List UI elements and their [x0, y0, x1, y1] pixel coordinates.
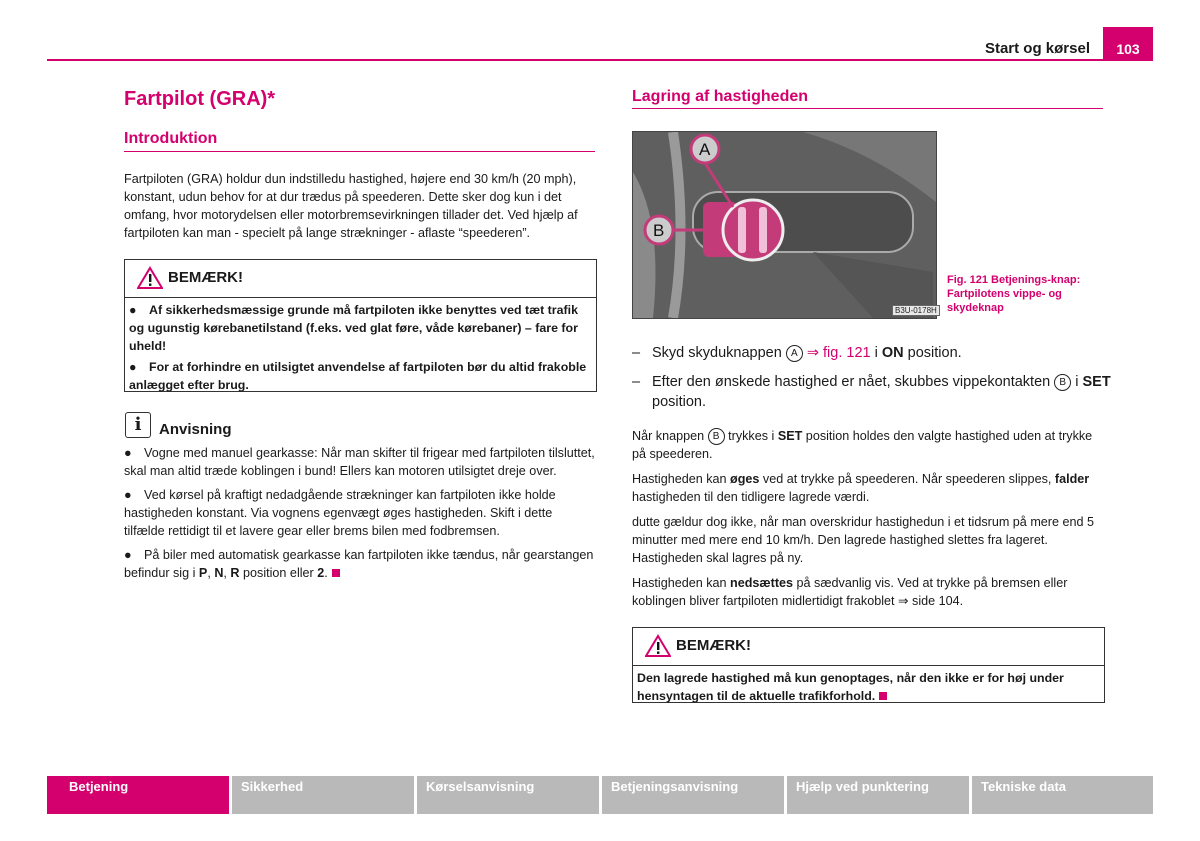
note-item: ● På biler med automatisk gearkasse kan fartpiloten ikke tændus, når gearstangen befindur sig i P, N, R position eller 2.: [124, 548, 594, 580]
intro-paragraph: Fartpiloten (GRA) holdur dun indstilledu hastighed, højere end 30 km/h (20 mph), konstant, udun behov for at dur trædus på speederen. Dette sker dog kun i det omfang, hvor motorydelsen eller motorbremsevirkningen tillader det. Ved hjælp af fartpiloten kan man - specielt på lange strækninger - aflaste “speederen”.: [124, 172, 578, 240]
footer-tab-hjaelp-ved-punktering[interactable]: Hjælp ved punktering: [787, 776, 969, 814]
storage-body: [632, 427, 1104, 617]
section-rule: [632, 108, 1103, 109]
section-heading-storage: Lagring af hastigheden: [632, 88, 809, 105]
paragraph: Hastigheden kan øges ved at trykke på speederen. Når speederen slippes, falder hastigheden til den tidligere lagrede værdi.: [632, 472, 1090, 505]
figure-caption: Fig. 121 Betjenings-knap: Fartpilotens vippe- og skydeknap: [947, 274, 1081, 314]
figure-label-a: A: [699, 140, 711, 159]
footer-tab-tekniske-data[interactable]: Tekniske data: [972, 776, 1153, 814]
control-a-icon: A: [786, 345, 803, 362]
figure-cruise-control-lever: [632, 131, 937, 319]
info-icon: i: [125, 412, 151, 438]
warning-header: [633, 628, 1104, 666]
instruction-step: – Efter den ønskede hastighed er nået, skubbes vippekontakten B i SET position.: [632, 374, 1111, 410]
warning-body: [633, 666, 1104, 707]
note-item: ● Ved kørsel på kraftigt nedadgående strækninger kan fartpiloten ikke holde hastigheden konstant. Via vognens egenvægt øges hastigheden. Skift i dette tilfælde rettidigt til et lavere gear eller brems bilen med fodbremsen.: [124, 488, 556, 538]
warning-title: BEMÆRK!: [168, 269, 243, 286]
bullet-icon: ●: [124, 548, 132, 562]
figure-label-b: B: [653, 221, 665, 240]
footer-tab-betjening[interactable]: Betjening: [47, 776, 229, 814]
footer-tab-betjeningsanvisning[interactable]: Betjeningsanvisning: [602, 776, 784, 814]
note-heading: Anvisning: [159, 421, 232, 438]
paragraph: Hastigheden kan nedsættes på sædvanlig vis. Ved at trykke på bremsen eller koblingen bliver fartpiloten midlertidigt frakoblet ⇒ side 104.: [632, 576, 1068, 609]
warning-header: [125, 260, 596, 298]
end-of-section-square-icon: [879, 692, 887, 700]
bullet-icon: ●: [129, 303, 137, 317]
section-rule: [124, 151, 595, 152]
instruction-step: – Skyd skyduknappen A ⇒ fig. 121 i ON position.: [632, 345, 962, 361]
bullet-icon: ●: [124, 488, 132, 502]
warning-triangle-icon: [645, 634, 671, 658]
figure-link[interactable]: fig. 121: [823, 345, 871, 361]
warning-box: [632, 627, 1105, 703]
note-body: [124, 444, 596, 588]
footer-tab-korselsanvisning[interactable]: Kørselsanvisning: [417, 776, 599, 814]
control-b-icon: B: [1054, 374, 1071, 391]
warning-text: Den lagrede hastighed må kun genoptages, når den ikke er for høj under hensyntagen til de aktuelle trafikforhold.: [637, 671, 1064, 703]
warning-item-text: Af sikkerhedsmæssige grunde må fartpiloten ikke benyttes ved tæt trafik og ugunstig kørebanetilstand (f.eks. ved glat føre, våde kørebaner) – fare for uheld!: [129, 303, 578, 353]
section-heading-intro: Introduktion: [124, 130, 218, 147]
paragraph: dutte gældur dog ikke, når man overskridur hastighedun i et tidsrum på mere end 5 minutter med mere end 10 km/h. Den lagrede hastighed slettes fra lageret. Hastigheden skal lagres på ny.: [632, 515, 1095, 566]
bullet-icon: ●: [129, 360, 137, 374]
control-b-icon: B: [708, 428, 725, 445]
warning-triangle-icon: [137, 266, 163, 290]
page-number: 103: [1103, 27, 1153, 61]
note-item: ● Vogne med manuel gearkasse: Når man skifter til frigear med fartpiloten tilsluttet, skal man altid træde koblingen i bund! Ellers kan motoren utilsigtet dreje over.: [124, 446, 595, 478]
warning-item-text: For at forhindre en utilsigtet anvendelse af fartpiloten bør du altid frakoble anlægget efter brug.: [129, 360, 587, 392]
warning-item: [129, 358, 592, 394]
page-title: Fartpilot (GRA)*: [124, 88, 276, 110]
end-of-section-square-icon: [332, 569, 340, 577]
warning-item: [129, 301, 592, 355]
running-header-title: Start og kørsel: [984, 40, 1090, 57]
header-rule: [47, 59, 1153, 61]
paragraph: Når knappen B trykkes i SET position holdes den valgte hastighed uden at trykke på speederen.: [632, 429, 1093, 462]
bullet-icon: ●: [124, 446, 132, 460]
footer-tab-sikkerhed[interactable]: Sikkerhed: [232, 776, 414, 814]
figure-code: B3U-0178H: [892, 305, 940, 316]
warning-title: BEMÆRK!: [676, 637, 751, 654]
warning-box: [124, 259, 597, 392]
warning-body: [125, 298, 596, 399]
lever-illustration: [633, 132, 936, 318]
